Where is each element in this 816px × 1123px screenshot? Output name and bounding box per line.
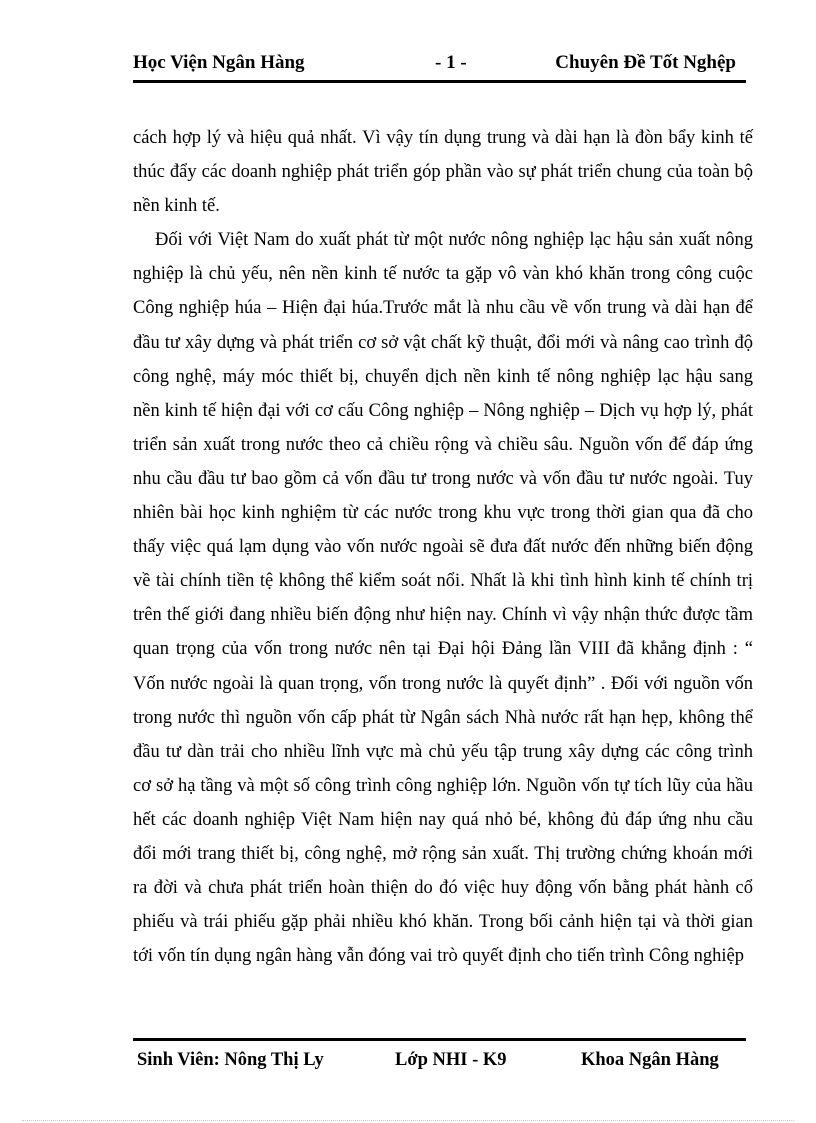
document-body [133, 121, 753, 973]
body-line: ra đời và chưa phát triển hoàn thiện do đó việc huy động vốn bằng phát hành cổ [133, 878, 753, 899]
body-line: triển sản xuất trong nước theo cả chiều rộng và chiều sâu. Nguồn vốn để đáp ứng [133, 434, 753, 455]
body-line: Vốn nước ngoài là quan trọng, vốn trong nước là quyết định” . Đối với nguồn vốn [133, 673, 753, 694]
body-line: thấy việc quá lạm dụng vào vốn nước ngoài sẽ đưa đất nước đến những biến động [133, 537, 753, 558]
body-line: nghiệp là chủ yếu, nên nền kinh tế nước ta gặp vô vàn khó khăn trong công cuộc [133, 264, 753, 285]
body-line: nhiên bài học kinh nghiệm từ các nước trong khu vực trong thời gian qua đã cho [133, 503, 753, 524]
body-line: công nghệ, máy móc thiết bị, chuyển dịch nền kinh tế nông nghiệp lạc hậu sang [133, 366, 753, 387]
body-line: về tài chính tiền tệ không thể kiểm soát nổi. Nhất là khi tình hình kinh tế chính trị [133, 571, 753, 592]
body-line: thúc đẩy các doanh nghiệp phát triển góp phần vào sự phát triển chung của toàn bộ [133, 162, 753, 183]
body-line: nhu cầu đầu tư bao gồm cả vốn đầu tư trong nước và vốn đầu tư nước ngoài. Tuy [133, 468, 753, 489]
body-line: hết các doanh nghiệp Việt Nam hiện nay quá nhỏ bé, không đủ đáp ứng nhu cầu [133, 809, 753, 830]
body-line: nền kinh tế. [133, 196, 220, 217]
footer-rule [133, 1038, 746, 1041]
header-rule [133, 80, 746, 83]
page-header [133, 50, 746, 80]
body-line: cơ sở hạ tầng và một số công trình công nghiệp lớn. Nguồn vốn tự tích lũy của hầu [133, 775, 753, 796]
body-line: đổi mới trang thiết bị, công nghệ, mở rộng sản xuất. Thị trường chứng khoán mới [133, 843, 753, 864]
body-line: Đối với Việt Nam do xuất phát từ một nước nông nghiệp lạc hậu sản xuất nông [155, 230, 753, 251]
footer-class: Lớp NHI - K9 [395, 1050, 507, 1070]
body-line: cách hợp lý và hiệu quả nhất. Vì vậy tín dụng trung và dài hạn là đòn bẩy kinh tế [133, 128, 753, 148]
body-line: đầu tư xây dựng và phát triển cơ sở vật chất kỹ thuật, đổi mới và nâng cao trình độ [133, 332, 753, 353]
body-line: trong nước thì nguồn vốn cấp phát từ Ngân sách Nhà nước rất hạn hẹp, không thể [133, 707, 753, 728]
footer-student: Sinh Viên: Nông Thị Ly [137, 1050, 324, 1070]
body-line: đầu tư dàn trải cho nhiều lĩnh vực mà chủ yếu tập trung xây dựng các công trình [133, 741, 753, 762]
body-line: phiếu và trái phiếu gặp phải nhiều khó khăn. Trong bối cảnh hiện tại và thời gian [133, 912, 753, 933]
body-line: nền kinh tế hiện đại với cơ cấu Công nghiệp – Nông nghiệp – Dịch vụ hợp lý, phát [133, 400, 753, 421]
page-footer [137, 1050, 746, 1076]
body-line: tới vốn tín dụng ngân hàng vẫn đóng vai trò quyết định cho tiến trình Công nghiệp [133, 946, 744, 967]
footer-faculty: Khoa Ngân Hàng [581, 1050, 719, 1070]
header-document-title: Chuyên Đề Tốt Nghệp [555, 52, 736, 73]
header-institution: Học Viện Ngân Hàng [133, 52, 305, 73]
body-line: trên thế giới đang nhiều biến động như hiện nay. Chính vì vậy nhận thức được tầm [133, 605, 753, 626]
body-line: Công nghiệp húa – Hiện đại húa.Trước mắt là nhu cầu về vốn trung và dài hạn để [133, 298, 753, 319]
page-edge-divider [22, 1120, 794, 1121]
body-line: quan trọng của vốn trong nước nên tại Đại hội Đảng lần VIII đã khẳng định : “ [133, 639, 753, 660]
header-page-number: - 1 - [435, 52, 467, 73]
